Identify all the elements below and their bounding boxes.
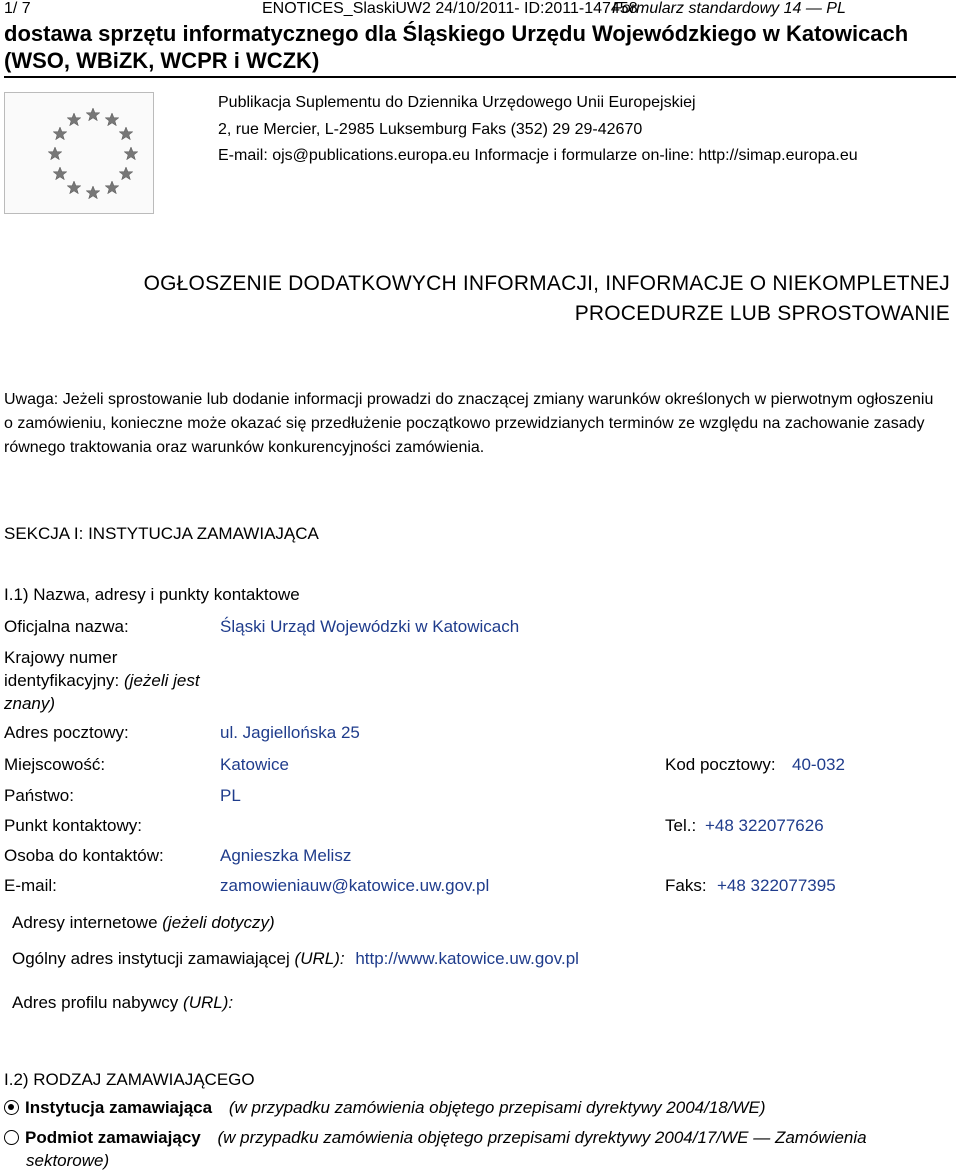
contact-person-label: Osoba do kontaktów:: [4, 846, 164, 865]
section-title: SEKCJA I: INSTYTUCJA ZAMAWIAJĄCA: [4, 524, 319, 543]
buyer-profile-row: Adres profilu nabywcy (URL):: [12, 993, 234, 1012]
email-link[interactable]: zamowieniauw@katowice.uw.gov.pl: [220, 876, 490, 895]
radio-unselected-icon[interactable]: [4, 1130, 19, 1145]
option-contracting-entity[interactable]: Podmiot zamawiający (w przypadku zamówienia objętego przepisami dyrektywy 2004/17/WE — Zamówienia: [4, 1128, 867, 1148]
email-label: E-mail:: [4, 876, 57, 895]
internet-addresses-title: Adresy internetowe (jeżeli dotyczy): [12, 913, 275, 932]
country-label: Państwo:: [4, 786, 74, 805]
form-type: Formularz standardowy 14 — PL: [612, 0, 846, 17]
publisher-line3: E-mail: ojs@publications.europa.eu Informacje i formularze on-line: http://simap.europa.eu: [218, 147, 858, 164]
subsection-title: I.1) Nazwa, adresy i punkty kontaktowe: [4, 585, 300, 604]
official-name-label: Oficjalna nazwa:: [4, 617, 129, 636]
title-divider: [4, 76, 956, 78]
fax-value: +48 322077395: [717, 876, 836, 895]
radio-selected-icon[interactable]: [4, 1100, 19, 1115]
option-contracting-authority[interactable]: Instytucja zamawiająca (w przypadku zamówienia objętego przepisami dyrektywy 2004/18/WE): [4, 1098, 766, 1118]
postcode-label: Kod pocztowy:: [665, 755, 776, 774]
address-label: Adres pocztowy:: [4, 723, 129, 742]
eu-stars-icon: [5, 93, 155, 215]
eu-flag-logo: [4, 92, 154, 214]
tel-label: Tel.:: [665, 816, 697, 835]
publisher-line2: 2, rue Mercier, L-2985 Luksemburg Faks (352) 29 29-42670: [218, 121, 643, 138]
general-url-link[interactable]: http://www.katowice.uw.gov.pl: [355, 949, 579, 968]
notice-heading-line1: OGŁOSZENIE DODATKOWYCH INFORMACJI, INFORMACJE O NIEKOMPLETNEJ: [143, 272, 950, 295]
country-value: PL: [220, 786, 241, 805]
notice-id: ENOTICES_SlaskiUW2 24/10/2011- ID:2011-147458: [262, 0, 638, 17]
city-label: Miejscowość:: [4, 755, 106, 774]
subsection-title-2: I.2) RODZAJ ZAMAWIAJĄCEGO: [4, 1070, 255, 1089]
postcode-value: 40-032: [792, 755, 845, 774]
contact-point-label: Punkt kontaktowy:: [4, 816, 142, 835]
notice-heading-line2: PROCEDURZE LUB SPROSTOWANIE: [574, 302, 950, 325]
option2-note-continued: sektorowe): [26, 1151, 110, 1170]
tel-value: +48 322077626: [705, 816, 824, 835]
notice-header: [0, 0, 960, 18]
address-value: ul. Jagiellońska 25: [220, 723, 360, 742]
document-title-line2: (WSO, WBiZK, WCPR i WCZK): [4, 48, 320, 73]
document-title-line1: dostawa sprzętu informatycznego dla Śląskiego Urzędu Wojewódzkiego w Katowicach: [4, 21, 909, 46]
fax-label: Faks:: [665, 876, 707, 895]
general-url-row: Ogólny adres instytucji zamawiającej (URL): http://www.katowice.uw.gov.pl: [12, 949, 579, 968]
notice-paragraph: Uwaga: Jeżeli sprostowanie lub dodanie informacji prowadzi do znaczącej zmiany warunków określonych w pierwotnym ogłoszeniu o zamówieniu, konieczne może okazać się przedłużenie początkowo przewidzianych terminów ze względu na zachowanie zasady równego traktowania oraz warunków konkurencyjności zamówienia.: [4, 391, 934, 456]
national-id-label: Krajowy numer identyfikacyjny: (jeżeli jest znany): [4, 648, 200, 713]
page-number: 1/ 7: [4, 0, 31, 17]
contact-person-value: Agnieszka Melisz: [220, 846, 352, 865]
official-name-value: Śląski Urząd Wojewódzki w Katowicach: [220, 617, 520, 636]
city-value: Katowice: [220, 755, 289, 774]
publisher-line1: Publikacja Suplementu do Dziennika Urzędowego Unii Europejskiej: [218, 94, 696, 111]
document-title: [4, 20, 954, 74]
